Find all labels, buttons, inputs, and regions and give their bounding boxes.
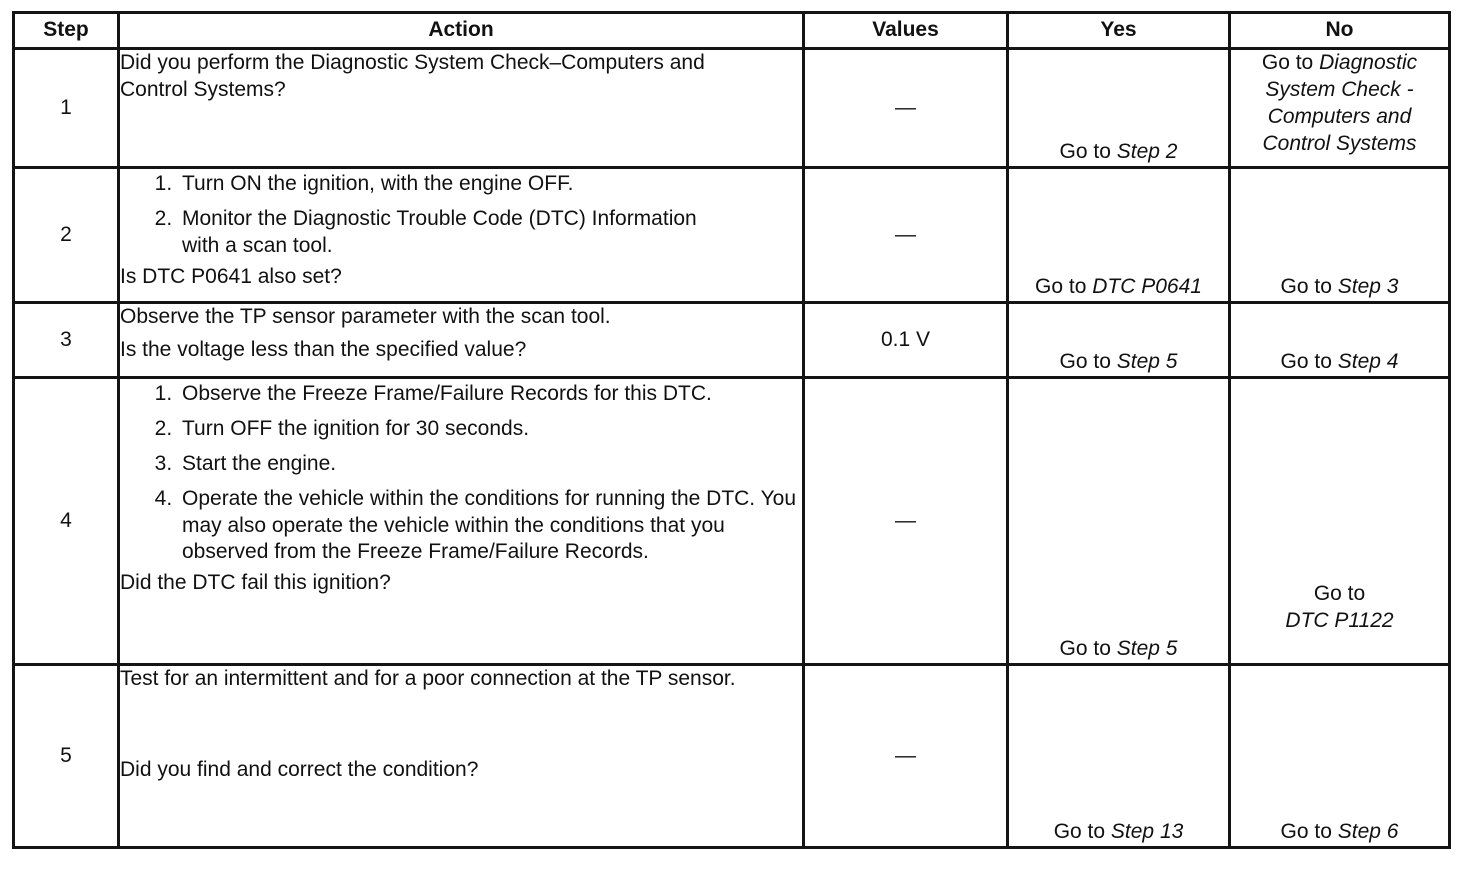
- no-link[interactable]: Step 4: [1337, 350, 1399, 374]
- action-step: 4. Operate the vehicle within the conditions for running the DTC. You may also operate the vehicle within the conditions that you observed from the Freeze Frame/Failure Records.: [178, 486, 802, 567]
- yes-link[interactable]: Step 5: [1116, 350, 1178, 374]
- table-row: [14, 378, 1450, 665]
- value-cell: —: [804, 168, 1008, 303]
- yes-cell: [1008, 378, 1230, 665]
- header-values: Values: [804, 13, 1008, 49]
- action-cell: [119, 168, 804, 303]
- action-steps-list: [120, 171, 802, 260]
- yes-link[interactable]: Step 5: [1116, 637, 1178, 661]
- header-yes: Yes: [1008, 13, 1230, 49]
- go-to-label: Go to: [1313, 582, 1366, 606]
- value-cell: —: [804, 665, 1008, 848]
- step-number: 5: [14, 665, 119, 848]
- action-step: 2. Monitor the Diagnostic Trouble Code (DTC) Information with a scan tool.: [178, 206, 802, 260]
- action-step: 3. Start the engine.: [178, 451, 802, 478]
- value-cell: —: [804, 49, 1008, 168]
- yes-link[interactable]: DTC P0641: [1092, 275, 1202, 299]
- go-to-label: Go to: [1280, 350, 1332, 374]
- action-text: Observe the TP sensor parameter with the scan tool.: [120, 305, 611, 328]
- go-to-label: Go to: [1280, 275, 1332, 299]
- go-to-label: Go to: [1035, 275, 1087, 299]
- action-cell: [119, 303, 804, 378]
- value-cell: 0.1 V: [804, 303, 1008, 378]
- table-row: [14, 49, 1450, 168]
- no-cell: [1230, 303, 1450, 378]
- yes-cell: [1008, 665, 1230, 848]
- no-link[interactable]: Diagnostic System Check - Computers and Control Systems: [1262, 51, 1418, 155]
- no-link[interactable]: Step 3: [1337, 275, 1399, 299]
- action-steps-list: [120, 381, 802, 566]
- header-step: Step: [14, 13, 119, 49]
- yes-cell: [1008, 49, 1230, 168]
- action-question: Is DTC P0641 also set?: [120, 264, 342, 288]
- go-to-label: Go to: [1280, 820, 1332, 844]
- yes-link[interactable]: Step 2: [1116, 140, 1178, 164]
- action-step: 2. Turn OFF the ignition for 30 seconds.: [178, 416, 802, 443]
- table-row: [14, 303, 1450, 378]
- yes-cell: [1008, 168, 1230, 303]
- action-cell: [119, 49, 804, 168]
- no-link[interactable]: DTC P1122: [1285, 609, 1394, 633]
- action-question: Is the voltage less than the specified value?: [120, 337, 527, 361]
- table-row: [14, 665, 1450, 848]
- step-number: 1: [14, 49, 119, 168]
- step-number: 2: [14, 168, 119, 303]
- action-text: Test for an intermittent and for a poor connection at the TP sensor.: [120, 667, 736, 690]
- action-question: Did the DTC fail this ignition?: [120, 571, 391, 595]
- diagnostic-table: [12, 11, 1451, 849]
- no-cell: [1230, 168, 1450, 303]
- header-row: [14, 13, 1450, 49]
- no-cell: [1230, 665, 1450, 848]
- no-link[interactable]: Step 6: [1337, 820, 1399, 844]
- action-step: 1. Turn ON the ignition, with the engine OFF.: [178, 171, 802, 198]
- no-cell: [1230, 49, 1450, 168]
- go-to-label: Go to: [1059, 140, 1111, 164]
- go-to-label: Go to: [1261, 51, 1314, 74]
- action-text: Did you perform the Diagnostic System Check–Computers and Control Systems?: [120, 51, 705, 101]
- step-number: 4: [14, 378, 119, 665]
- step-number: 3: [14, 303, 119, 378]
- no-cell: [1230, 378, 1450, 665]
- go-to-label: Go to: [1053, 820, 1106, 844]
- action-cell: [119, 378, 804, 665]
- yes-link[interactable]: Step 13: [1110, 820, 1184, 844]
- go-to-label: Go to: [1059, 350, 1111, 374]
- table-row: [14, 168, 1450, 303]
- action-step: 1. Observe the Freeze Frame/Failure Records for this DTC.: [178, 381, 802, 408]
- header-action: Action: [119, 13, 804, 49]
- go-to-label: Go to: [1059, 637, 1111, 661]
- action-cell: [119, 665, 804, 848]
- header-no: No: [1230, 13, 1450, 49]
- value-cell: —: [804, 378, 1008, 665]
- yes-cell: [1008, 303, 1230, 378]
- action-question: Did you find and correct the condition?: [120, 757, 479, 781]
